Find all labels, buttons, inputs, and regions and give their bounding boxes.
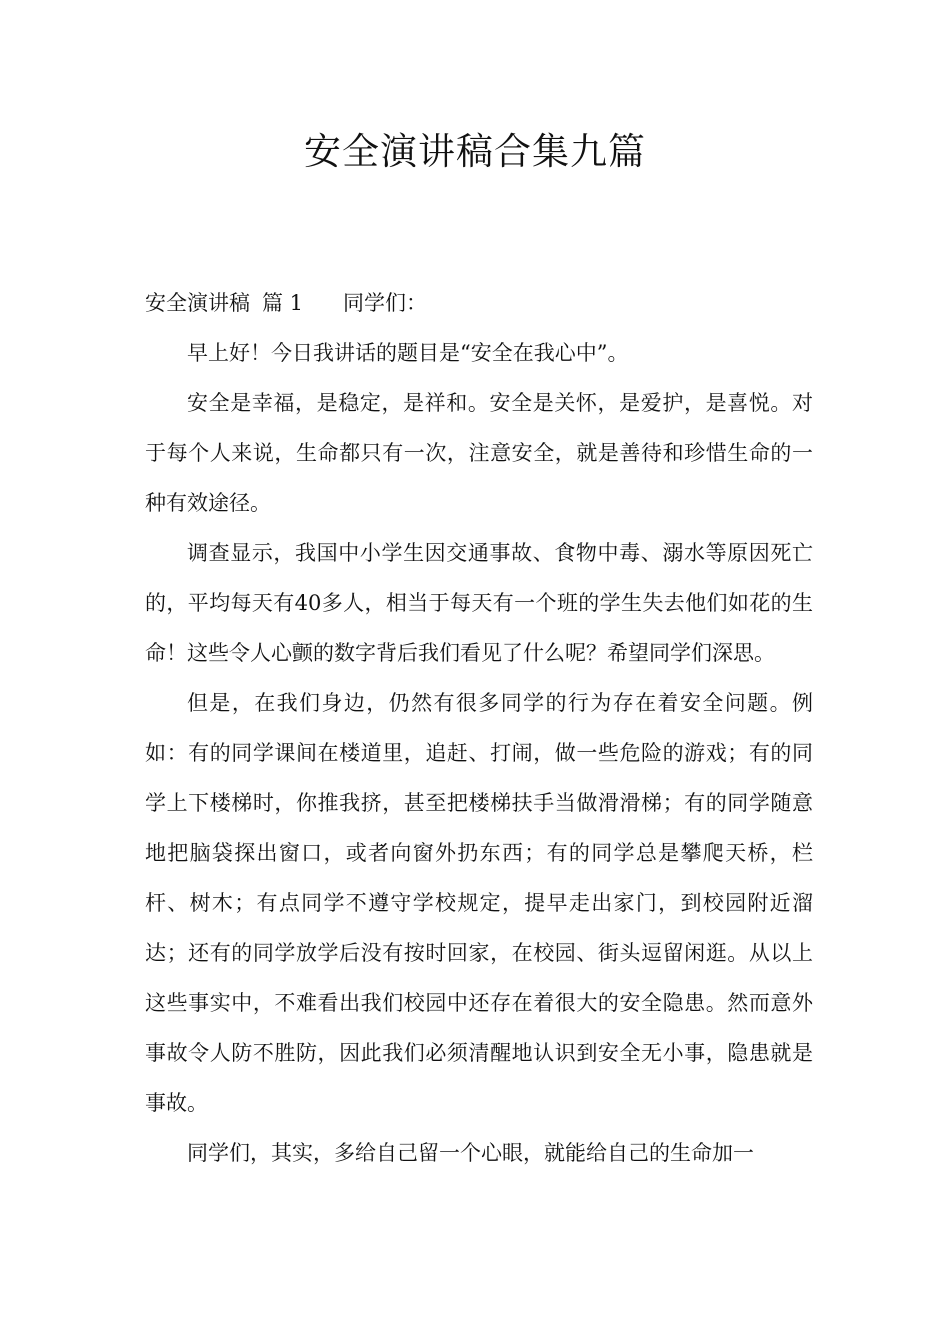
salutation: 同学们： [343, 291, 428, 315]
paragraph-5: 同学们，其实，多给自己留一个心眼，就能给自己的生命加一 [187, 1141, 754, 1165]
section-number: 篇 1 [262, 291, 304, 315]
paragraph-3: 调查显示，我国中小学生因交通事故、食物中毒、溺水等原因死亡的，平均每天有40多人，相当于每天有一个班的学生失去他们如花的生命！这些令人心颤的数字背后我们看见了什么呢？希望同学们深思。 [145, 541, 813, 665]
paragraph-1: 早上好！今日我讲话的题目是“安全在我心中”。 [187, 341, 629, 365]
section-label: 安全演讲稿 [145, 291, 250, 315]
paragraph-2: 安全是幸福，是稳定，是祥和。安全是关怀，是爱护，是喜悦。对于每个人来说，生命都只有一次，注意安全，就是善待和珍惜生命的一种有效途径。 [145, 391, 813, 515]
section-heading-line [145, 278, 813, 328]
document-title: 安全演讲稿合集九篇 [304, 130, 646, 173]
document-body [145, 278, 813, 1178]
paragraph-4: 但是，在我们身边，仍然有很多同学的行为存在着安全问题。例如：有的同学课间在楼道里，追赶、打闹，做一些危险的游戏；有的同学上下楼梯时，你推我挤，甚至把楼梯扶手当做滑滑梯；有的同学随意地把脑袋探出窗口，或者向窗外扔东西；有的同学总是攀爬天桥，栏杆、树木；有点同学不遵守学校规定，提早走出家门，到校园附近溜达；还有的同学放学后没有按时回家，在校园、街头逗留闲逛。从以上这些事实中，不难看出我们校园中还存在着很大的安全隐患。然而意外事故令人防不胜防，因此我们必须清醒地认识到安全无小事，隐患就是事故。 [145, 691, 813, 1115]
